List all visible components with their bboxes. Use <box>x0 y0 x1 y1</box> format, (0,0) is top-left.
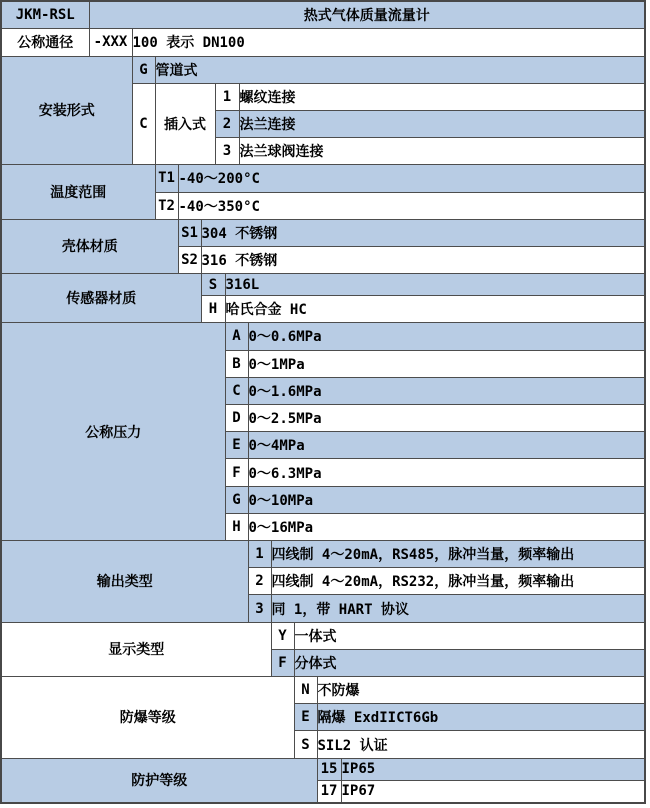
option-code: B <box>225 350 248 377</box>
section-label-display: 显示类型 <box>1 622 271 676</box>
option-value: 同 1，带 HART 协议 <box>271 595 645 622</box>
option-value: 分体式 <box>294 649 645 676</box>
output-row <box>1 541 645 568</box>
option-code: 2 <box>215 110 239 137</box>
option-code: 2 <box>248 568 271 595</box>
option-value: 四线制 4～20mA，RS485，脉冲当量，频率输出 <box>271 541 645 568</box>
option-code: H <box>225 513 248 540</box>
option-code: S1 <box>178 219 201 246</box>
option-code: -XXX <box>89 29 132 56</box>
option-value: 0～1.6MPa <box>248 377 645 404</box>
option-value: SIL2 认证 <box>317 731 645 758</box>
display-row <box>1 622 645 649</box>
option-value: 316L <box>225 274 645 296</box>
option-value: 100 表示 DN100 <box>132 29 645 56</box>
protection-row <box>1 758 645 780</box>
temperature-row <box>1 165 645 192</box>
option-code: F <box>225 459 248 486</box>
option-value: 螺纹连接 <box>239 83 645 110</box>
option-code: 15 <box>317 758 341 780</box>
option-code: N <box>294 677 317 704</box>
option-code: 3 <box>248 595 271 622</box>
option-code: S2 <box>178 246 201 273</box>
option-code: T1 <box>155 165 178 192</box>
install-pipe-row <box>1 56 645 83</box>
option-value: 0～10MPa <box>248 486 645 513</box>
option-code: C <box>132 83 155 165</box>
option-value: 0～4MPa <box>248 432 645 459</box>
product-title-cell: 热式气体质量流量计 <box>89 1 645 29</box>
option-value: 不防爆 <box>317 677 645 704</box>
insert-type-cell: 插入式 <box>155 83 215 165</box>
option-code: H <box>201 296 225 323</box>
option-value: -40～200°C <box>178 165 645 192</box>
pressure-row <box>1 323 645 350</box>
option-value: 四线制 4～20mA，RS232，脉冲当量，频率输出 <box>271 568 645 595</box>
housing-row <box>1 219 645 246</box>
option-value: 管道式 <box>155 56 645 83</box>
option-code: F <box>271 649 294 676</box>
option-value: 法兰连接 <box>239 110 645 137</box>
option-code: G <box>225 486 248 513</box>
option-code: D <box>225 405 248 432</box>
option-code: E <box>225 432 248 459</box>
explosion-row <box>1 677 645 704</box>
option-value: 哈氏合金 HC <box>225 296 645 323</box>
option-code: 17 <box>317 780 341 803</box>
option-code: 3 <box>215 138 239 165</box>
section-label-temperature: 温度范围 <box>1 165 155 219</box>
section-label-housing: 壳体材质 <box>1 219 178 273</box>
option-code: 1 <box>215 83 239 110</box>
diameter-row <box>1 29 645 56</box>
option-code: S <box>201 274 225 296</box>
option-value: 316 不锈钢 <box>201 246 645 273</box>
option-value: 0～16MPa <box>248 513 645 540</box>
option-code: T2 <box>155 192 178 219</box>
option-code: C <box>225 377 248 404</box>
option-value: 法兰球阀连接 <box>239 138 645 165</box>
model-code-cell: JKM-RSL <box>1 1 89 29</box>
option-value: -40～350°C <box>178 192 645 219</box>
option-value: 0～1MPa <box>248 350 645 377</box>
option-code: E <box>294 704 317 731</box>
option-value: IP67 <box>341 780 645 803</box>
option-value: IP65 <box>341 758 645 780</box>
option-value: 一体式 <box>294 622 645 649</box>
section-label-explosion: 防爆等级 <box>1 677 294 759</box>
sensor-row <box>1 274 645 296</box>
option-value: 0～2.5MPa <box>248 405 645 432</box>
section-label-install: 安装形式 <box>1 56 132 165</box>
option-code: A <box>225 323 248 350</box>
option-value: 304 不锈钢 <box>201 219 645 246</box>
option-code: 1 <box>248 541 271 568</box>
option-value: 0～0.6MPa <box>248 323 645 350</box>
option-value: 隔爆 ExdIICT6Gb <box>317 704 645 731</box>
section-label-output: 输出类型 <box>1 541 248 623</box>
option-code: S <box>294 731 317 758</box>
header-row <box>1 1 645 29</box>
option-value: 0～6.3MPa <box>248 459 645 486</box>
section-label-pressure: 公称压力 <box>1 323 225 541</box>
option-code: Y <box>271 622 294 649</box>
section-label-protection: 防护等级 <box>1 758 317 803</box>
section-label-diameter: 公称通径 <box>1 29 89 56</box>
option-code: G <box>132 56 155 83</box>
section-label-sensor: 传感器材质 <box>1 274 201 323</box>
